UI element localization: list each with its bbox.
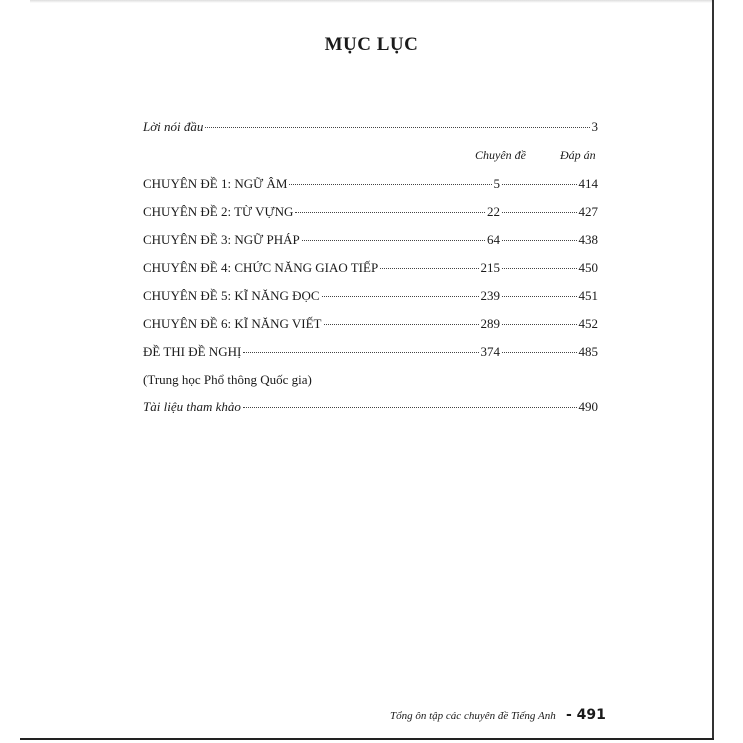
- dot-leader: [380, 268, 478, 269]
- entry-topic-page: 239: [480, 288, 500, 303]
- entry-label: CHUYÊN ĐỀ 6: KĨ NĂNG VIẾT: [143, 316, 322, 331]
- entry-left: [143, 288, 500, 304]
- toc-entry: [143, 232, 598, 250]
- dot-leader: [502, 212, 577, 213]
- dot-leader: [295, 212, 485, 213]
- preface-page: 3: [591, 119, 598, 134]
- toc-entry: [143, 176, 598, 194]
- entry-answer-page: 450: [578, 260, 598, 275]
- exam-subtitle: (Trung học Phổ thông Quốc gia): [143, 372, 312, 387]
- page-right-border: [712, 0, 714, 740]
- page-title: MỤC LỤC: [324, 34, 419, 55]
- dot-leader: [324, 324, 479, 325]
- preface-label: Lời nói đầu: [143, 119, 204, 134]
- entry-left: [143, 344, 500, 360]
- entry-label: CHUYÊN ĐỀ 1: NGỮ ÂM: [143, 176, 288, 191]
- entry-answer-page: 451: [578, 288, 598, 303]
- entry-left: [143, 232, 500, 248]
- references-label: Tài liệu tham khảo: [143, 399, 241, 414]
- dot-leader: [502, 296, 577, 297]
- references-page: 490: [578, 399, 598, 414]
- entry-label: CHUYÊN ĐỀ 2: TỪ VỰNG: [143, 204, 294, 219]
- entry-answer-page: 485: [578, 344, 598, 359]
- entry-answer-page: 427: [578, 204, 598, 219]
- entry-left: [143, 260, 500, 276]
- entry-topic-page: 374: [480, 344, 500, 359]
- dot-leader: [205, 127, 589, 128]
- entry-label: CHUYÊN ĐỀ 3: NGỮ PHÁP: [143, 232, 300, 247]
- column-header-topic: Chuyên đề: [475, 148, 526, 162]
- entry-topic-page: 215: [480, 260, 500, 275]
- entry-topic-page: 22: [487, 204, 500, 219]
- toc-entry: [143, 204, 598, 222]
- entry-answer-page: 414: [578, 176, 598, 191]
- column-header-answer: Đáp án: [560, 148, 596, 162]
- dot-leader: [302, 240, 485, 241]
- entry-left: [143, 316, 500, 332]
- dot-leader: [322, 296, 479, 297]
- toc-entry: [143, 344, 598, 362]
- toc-entry: [143, 288, 598, 306]
- dot-leader: [289, 184, 491, 185]
- entry-left: [143, 176, 500, 192]
- dot-leader: [243, 352, 478, 353]
- entry-answer-page: 452: [578, 316, 598, 331]
- entry-topic-page: 289: [480, 316, 500, 331]
- dot-leader: [502, 184, 577, 185]
- toc-references: [143, 399, 598, 417]
- entry-topic-page: 64: [487, 232, 500, 247]
- entry-answer-page: 438: [578, 232, 598, 247]
- toc-preface: [143, 119, 598, 137]
- dot-leader: [502, 268, 577, 269]
- footer-page-number: - 491: [566, 707, 606, 723]
- toc-entry: [143, 316, 598, 334]
- entry-left: [143, 204, 500, 220]
- dot-leader: [502, 240, 577, 241]
- page-top-shadow: [30, 0, 713, 3]
- dot-leader: [243, 407, 577, 408]
- dot-leader: [502, 352, 577, 353]
- toc-entry: [143, 260, 598, 278]
- entry-label: CHUYÊN ĐỀ 4: CHỨC NĂNG GIAO TIẾP: [143, 260, 379, 275]
- entry-label: ĐỀ THI ĐỀ NGHỊ: [143, 344, 242, 359]
- entry-topic-page: 5: [493, 176, 500, 191]
- dot-leader: [502, 324, 577, 325]
- page-bottom-border: [20, 738, 714, 740]
- entry-label: CHUYÊN ĐỀ 5: KĨ NĂNG ĐỌC: [143, 288, 320, 303]
- footer-book-title: Tổng ôn tập các chuyên đề Tiếng Anh: [390, 710, 556, 722]
